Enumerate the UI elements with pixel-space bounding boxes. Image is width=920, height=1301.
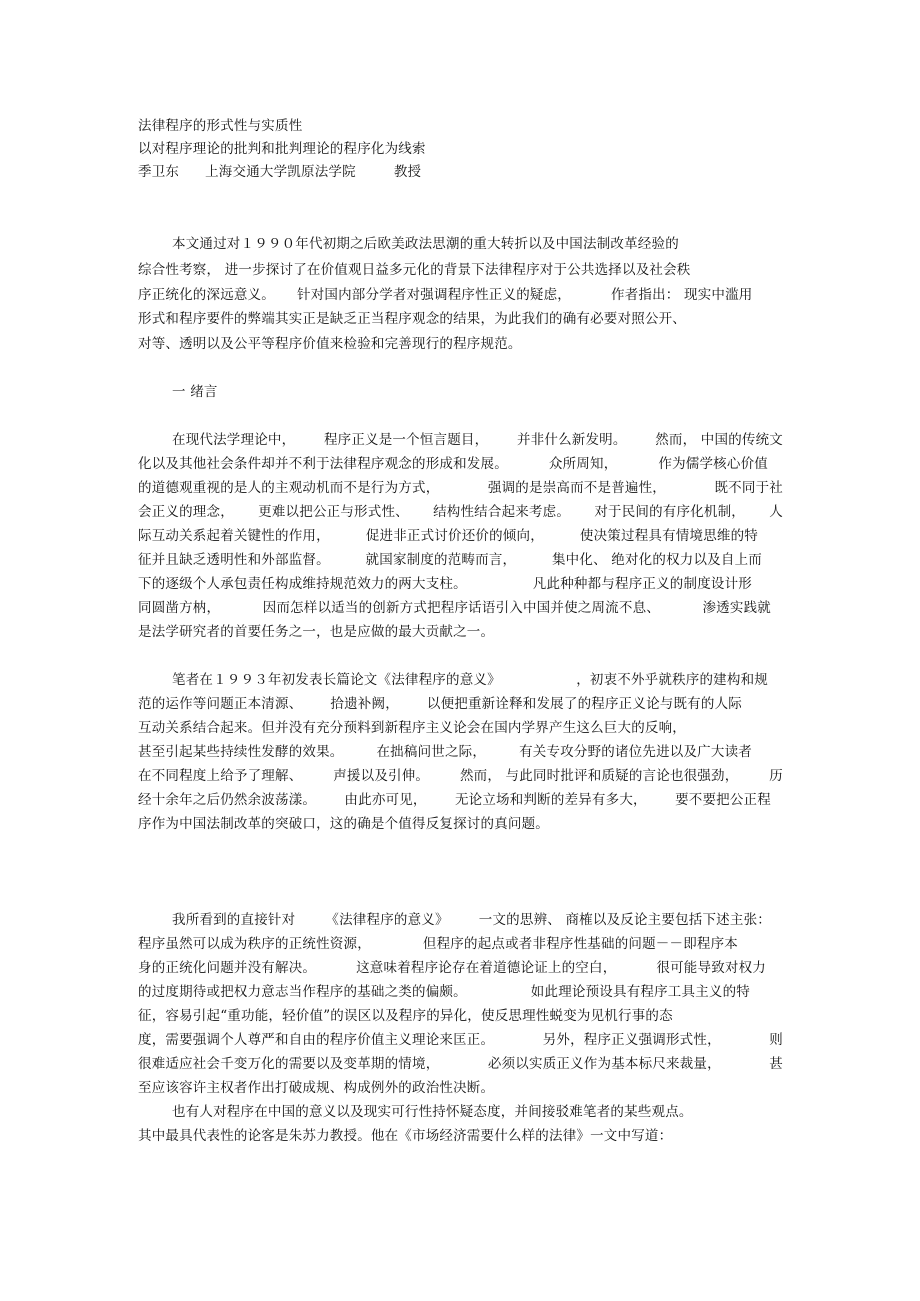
author-line <box>138 162 421 182</box>
text-segment: 范的运作等问题正本清源、 <box>138 696 303 712</box>
text-segment: 无论立场和判断的差异有多大， <box>454 792 647 808</box>
text-segment: 如此理论预设具有程序工具主义的特 <box>530 984 750 1000</box>
paragraph-line <box>138 598 771 618</box>
text-segment: 征并且缺乏透明性和外部监督。 <box>138 552 330 568</box>
text-segment: 针对国内部分学者对强调程序性正义的疑虑， <box>297 287 571 303</box>
text-segment: 强调的是崇高而不是普遍性， <box>487 480 666 496</box>
author-position: 教授 <box>393 164 422 180</box>
text-segment: 同圆凿方枘， <box>138 600 221 616</box>
text-segment: 声援以及引伸。 <box>333 768 430 784</box>
text-segment: 《法律程序的意义》 <box>325 912 449 928</box>
paragraph-line: 至应该容许主权者作出打破成规、构成例外的政治性决断。 <box>138 1080 495 1096</box>
paragraph-line <box>138 934 738 954</box>
text-segment: 既不同于社 <box>714 480 783 496</box>
text-segment: 历 <box>769 768 783 784</box>
paragraph-line <box>138 766 783 786</box>
text-segment: 然而， 中国的传统文 <box>655 432 783 448</box>
paragraph-line: 是法学研究者的首要任务之一，也是应做的最大贡献之一。 <box>138 624 495 640</box>
paragraph-line: 征，容易引起“重功能，轻价值”的误区以及程序的异化，使反思理性蜕变为见机行事的态 <box>138 1008 673 1024</box>
abstract-line: 本文通过对１９９０年代初期之后欧美政法思潮的重大转折以及中国法制改革经验的 <box>172 236 679 252</box>
text-segment: 很难适应社会千变万化的需要以及变革期的情境， <box>138 1056 440 1072</box>
paragraph-line <box>138 454 768 474</box>
text-segment: 化以及其他社会条件却并不利于法律程序观念的形成和发展。 <box>138 456 508 472</box>
text-segment: 身的正统化问题并没有解决。 <box>138 960 317 976</box>
text-segment: 以便把重新诠释和发展了的程序正义论与既有的人际 <box>426 696 742 712</box>
text-segment: 的道德观重视的是人的主观动机而不是行为方式， <box>138 480 440 496</box>
text-segment: 拾遗补阙， <box>330 696 399 712</box>
paragraph-line <box>138 526 758 546</box>
text-segment: 一文的思辨、 商榷以及反论主要包括下述主张： <box>478 912 771 928</box>
text-segment: 度，需要强调个人尊严和自由的程序价值主义理论来匡正。 <box>138 1032 495 1048</box>
paragraph-line <box>138 574 752 594</box>
text-segment: 在现代法学理论中， <box>172 432 296 448</box>
text-segment: 由此亦可见， <box>344 792 427 808</box>
text-segment: 集中化、 绝对化的权力以及自上而 <box>551 552 762 568</box>
paragraph-line <box>138 1054 783 1074</box>
abstract-line: 对等、透明以及公平等程序价值来检验和完善现行的程序规范。 <box>138 336 522 352</box>
text-segment: 然而， 与此同时批评和质疑的言论也很强劲， <box>459 768 739 784</box>
paragraph-line <box>138 958 766 978</box>
text-segment: 有关专攻分野的诸位先进以及广大读者 <box>519 744 752 760</box>
text-segment: 作为儒学核心价值 <box>658 456 768 472</box>
paragraph-line: 序作为中国法制改革的突破口，这的确是个值得反复探讨的真问题。 <box>138 816 549 832</box>
text-segment: 甚 <box>769 1056 783 1072</box>
text-segment: 凡此种种都与程序正义的制度设计形 <box>532 576 752 592</box>
text-segment: 很可能导致对权力 <box>656 960 766 976</box>
paragraph-line <box>138 910 771 930</box>
text-segment: ，初衷不外乎就秩序的建构和规 <box>576 672 768 688</box>
text-segment: 另外，程序正义强调形式性， <box>542 1032 721 1048</box>
text-segment: 经十余年之后仍然余波荡漾。 <box>138 792 317 808</box>
text-segment: 作者指出： 现实中滥用 <box>611 287 753 303</box>
text-segment: 但程序的起点或者非程序性基础的问题－－即程序本 <box>422 936 738 952</box>
paragraph-line: 也有人对程序在中国的意义以及现实可行性持怀疑态度，并间接驳难笔者的某些观点。 <box>172 1104 693 1120</box>
text-segment: 会正义的理念， <box>138 504 234 520</box>
text-segment: 促进非正式讨价还价的倾向， <box>365 528 544 544</box>
text-segment: 众所周知， <box>548 456 618 472</box>
text-segment: 程序虽然可以成为秩序的正统性资源， <box>138 936 371 952</box>
text-segment: 下的逐级个人承包责任构成维持规范效力的两大支柱。 <box>138 576 467 592</box>
text-segment: 序正统化的深远意义。 <box>138 287 275 303</box>
section-heading: 一 绪言 <box>172 384 218 400</box>
text-segment: 结构性结合起来考虑。 <box>433 504 571 520</box>
text-segment: 并非什么新发明。 <box>516 432 627 448</box>
author-affiliation: 上海交通大学凯原法学院 <box>205 164 356 180</box>
text-segment: 则 <box>769 1032 783 1048</box>
text-segment: 更难以把公正与形式性、 <box>258 504 409 520</box>
text-segment: 对于民间的有序化机制， <box>594 504 746 520</box>
paragraph-line <box>138 670 768 690</box>
paragraph-line: 互动关系结合起来。但并没有充分预料到新程序主义论会在国内学界产生这么巨大的反响， <box>138 720 686 736</box>
paragraph-line <box>138 982 750 1002</box>
text-segment: 就国家制度的范畴而言， <box>365 552 517 568</box>
paragraph-line <box>138 790 771 810</box>
text-segment: 在不同程度上给予了理解、 <box>138 768 303 784</box>
text-segment: 我所看到的直接针对 <box>172 912 296 928</box>
doc-title: 法律程序的形式性与实质性 <box>138 118 303 134</box>
text-segment: 甚至引起某些持续性发酵的效果。 <box>138 744 344 760</box>
text-segment: 笔者在１９９３年初发表长篇论文《法律程序的意义》 <box>172 672 501 688</box>
text-segment: 要不要把公正程 <box>675 792 771 808</box>
doc-subtitle: 以对程序理论的批判和批判理论的程序化为线索 <box>138 141 426 157</box>
paragraph-line <box>138 478 783 498</box>
abstract-line: 形式和程序要件的弊端其实正是缺乏正当程序观念的结果，为此我们的确有必要对照公开、 <box>138 311 686 327</box>
paragraph-line <box>138 742 752 762</box>
abstract-line <box>138 285 753 305</box>
paragraph-line <box>138 502 783 522</box>
paragraph-line <box>138 550 762 570</box>
text-segment: 的过度期待或把权力意志当作程序的基础之类的偏颇。 <box>138 984 467 1000</box>
text-segment: 在拙稿问世之际， <box>376 744 487 760</box>
author-name: 季卫东 <box>138 164 180 180</box>
text-segment: 因而怎样以适当的创新方式把程序话语引入中国并使之周流不息、 <box>262 600 660 616</box>
text-segment: 这意味着程序论存在着道德论证上的空白， <box>356 960 617 976</box>
text-segment: 际互动关系起着关键性的作用， <box>138 528 330 544</box>
text-segment: 渗透实践就 <box>702 600 771 616</box>
text-segment: 人 <box>769 504 783 520</box>
text-segment: 程序正义是一个恒言题目， <box>323 432 489 448</box>
paragraph-line <box>138 430 783 450</box>
text-segment: 使决策过程具有情境思维的特 <box>579 528 758 544</box>
abstract-line: 综合性考察， 进一步探讨了在价值观日益多元化的背景下法律程序对于公共选择以及社会秩 <box>138 262 691 278</box>
text-segment: 必须以实质正义作为基本标尺来裁量， <box>487 1056 721 1072</box>
paragraph-line <box>138 694 742 714</box>
paragraph-line <box>138 1030 783 1050</box>
paragraph-line: 其中最具代表性的论客是朱苏力教授。他在《市场经济需要什么样的法律》一文中写道： <box>138 1128 673 1144</box>
